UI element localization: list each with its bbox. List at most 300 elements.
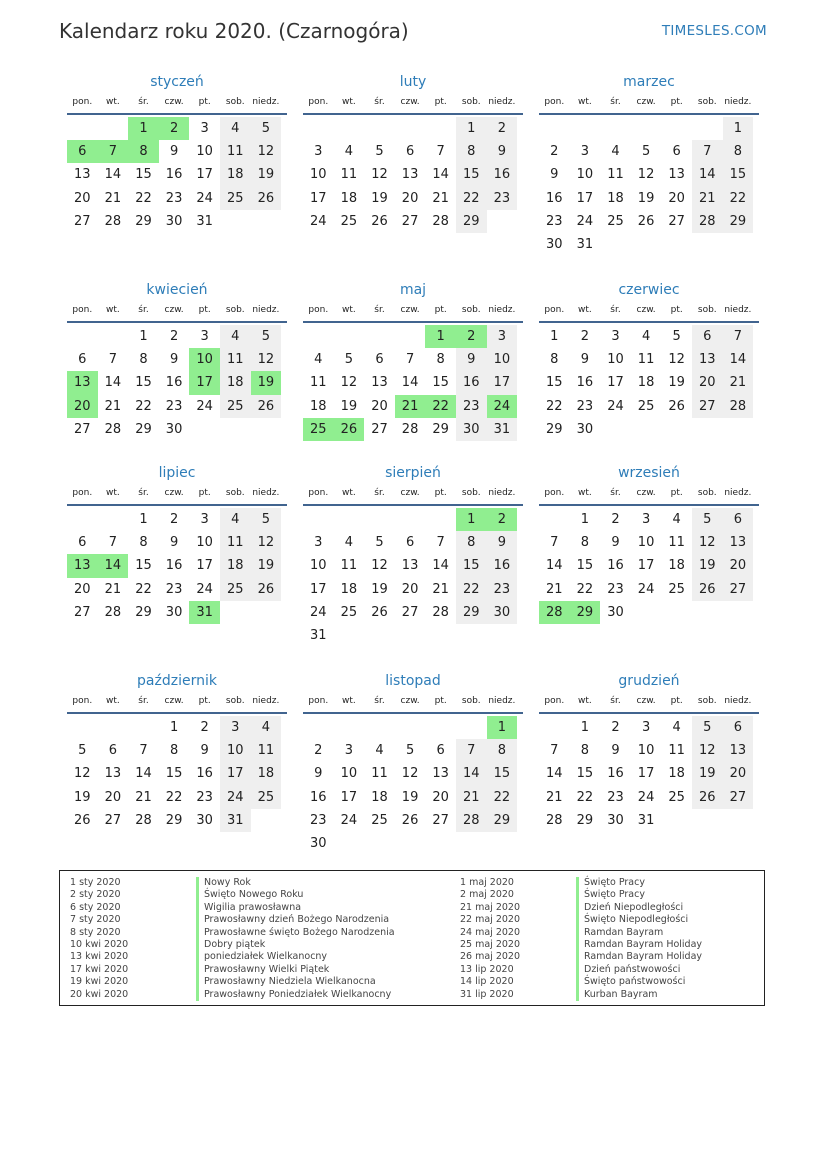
week-row xyxy=(303,578,523,601)
day: 25 xyxy=(607,213,624,229)
weekend-day: 23 xyxy=(456,395,487,418)
weekend-day: 27 xyxy=(692,395,723,418)
day: 15 xyxy=(576,766,594,782)
holiday-date: 31 lip 2020 xyxy=(460,988,514,1000)
empty-cell xyxy=(456,716,487,739)
weekday-label: śr. xyxy=(610,488,621,498)
day: 12 xyxy=(401,766,419,782)
week-row xyxy=(539,163,759,186)
month-name: wrzesień xyxy=(618,465,680,481)
weekend-day: 18 xyxy=(251,762,282,785)
day: 27 xyxy=(668,213,685,229)
week-row xyxy=(303,187,523,210)
day: 4 xyxy=(611,144,620,160)
day: 10 xyxy=(576,167,594,183)
day: 1 xyxy=(139,512,148,527)
weekend-day: 5 xyxy=(251,117,282,140)
weekday-label: pon. xyxy=(308,305,329,315)
day: 17 xyxy=(310,190,327,206)
weekend-day: 1 xyxy=(456,117,487,140)
weekend-day: 20 xyxy=(692,371,723,394)
day: 30 xyxy=(165,213,183,229)
day: 13 xyxy=(371,375,388,391)
empty-cell xyxy=(425,117,456,140)
weekday-header xyxy=(539,303,759,317)
weekend-day: 4 xyxy=(251,716,282,739)
weekend-day: 30 xyxy=(487,601,518,624)
weekend-day: 26 xyxy=(251,187,282,210)
weekday-label: czw. xyxy=(164,488,184,498)
day: 1 xyxy=(580,512,590,527)
weekend-day: 19 xyxy=(692,554,723,577)
week-row xyxy=(67,554,287,577)
day: 13 xyxy=(104,766,122,782)
holiday-day: 31 xyxy=(189,601,220,624)
weekday-label: sob. xyxy=(225,696,245,706)
month-name: październik xyxy=(137,673,217,689)
day: 9 xyxy=(580,352,590,368)
holiday-date: 19 kwi 2020 xyxy=(70,976,129,988)
empty-cell xyxy=(303,716,334,739)
empty-cell xyxy=(661,117,692,140)
day: 5 xyxy=(375,144,384,160)
holiday-date: 13 kwi 2020 xyxy=(70,951,129,963)
weekday-label: pon. xyxy=(308,97,329,107)
day: 29 xyxy=(432,421,449,437)
empty-cell xyxy=(220,210,251,233)
month-block xyxy=(67,671,287,832)
holiday-day: 6 xyxy=(67,140,98,163)
holiday-name: Dzień państwowości xyxy=(584,963,681,975)
weekday-label: pt. xyxy=(670,97,683,107)
holiday-day: 2 xyxy=(487,508,518,531)
day: 18 xyxy=(340,581,358,597)
page-title: Kalendarz roku 2020. (Czarnogóra) xyxy=(59,19,409,43)
weekend-day: 3 xyxy=(487,325,518,348)
weekday-header xyxy=(303,486,523,500)
weekend-day: 20 xyxy=(723,762,754,785)
week-row xyxy=(303,325,523,348)
day: 9 xyxy=(314,766,323,782)
day: 3 xyxy=(200,121,209,136)
day: 5 xyxy=(641,144,651,160)
empty-cell xyxy=(334,716,365,739)
day: 23 xyxy=(165,190,183,206)
day: 4 xyxy=(314,352,323,368)
holiday-name: Święto Pracy xyxy=(584,877,645,888)
weekday-label: pt. xyxy=(434,305,447,315)
week-row xyxy=(303,832,523,855)
weekday-label: sob. xyxy=(225,305,245,315)
weekend-day: 25 xyxy=(220,395,251,418)
day: 18 xyxy=(668,766,685,782)
holiday-name: Święto państwowości xyxy=(584,976,686,988)
week-row xyxy=(67,531,287,554)
holiday-day: 29 xyxy=(570,601,601,624)
day: 22 xyxy=(135,398,152,414)
weekend-day: 4 xyxy=(220,508,251,531)
weekday-label: niedz. xyxy=(488,696,516,706)
empty-cell xyxy=(456,832,487,855)
week-row xyxy=(67,163,287,186)
weekend-day: 17 xyxy=(487,371,518,394)
day: 31 xyxy=(196,213,213,229)
week-row xyxy=(303,786,523,809)
month-divider xyxy=(539,113,759,115)
holiday-day: 19 xyxy=(251,371,282,394)
weekday-label: śr. xyxy=(374,97,385,107)
weekday-label: wt. xyxy=(578,305,592,315)
day: 23 xyxy=(607,789,624,805)
day: 1 xyxy=(169,720,179,735)
day: 21 xyxy=(432,190,449,206)
holiday-day: 2 xyxy=(159,117,190,140)
holiday-date: 17 kwi 2020 xyxy=(70,963,129,975)
month-divider xyxy=(67,504,287,506)
holiday-day: 1 xyxy=(425,325,456,348)
weekend-day: 19 xyxy=(251,554,282,577)
month-name: kwiecień xyxy=(146,282,208,298)
weekday-header xyxy=(303,303,523,317)
day: 6 xyxy=(78,352,87,368)
day: 20 xyxy=(371,398,388,414)
day-grid xyxy=(539,716,759,832)
weekend-day: 19 xyxy=(251,163,282,186)
day: 17 xyxy=(576,190,594,206)
day: 8 xyxy=(550,352,559,368)
day: 25 xyxy=(668,581,685,597)
week-row xyxy=(303,117,523,140)
day: 16 xyxy=(165,375,183,391)
day: 29 xyxy=(576,812,594,828)
week-row xyxy=(67,187,287,210)
day: 27 xyxy=(74,604,91,620)
weekday-label: sob. xyxy=(697,97,717,107)
weekend-day: 11 xyxy=(251,739,282,762)
day: 16 xyxy=(165,167,183,183)
weekday-label: śr. xyxy=(138,696,149,706)
day: 5 xyxy=(405,743,415,759)
day: 17 xyxy=(637,558,655,574)
month-name: maj xyxy=(399,282,427,298)
weekday-label: pt. xyxy=(670,305,683,315)
weekday-label: sob. xyxy=(461,305,481,315)
weekday-label: pt. xyxy=(434,488,447,498)
day: 21 xyxy=(432,581,449,597)
day: 28 xyxy=(432,604,449,620)
holiday-date: 24 maj 2020 xyxy=(460,926,521,938)
day: 10 xyxy=(607,352,624,368)
day: 27 xyxy=(401,213,419,229)
week-row xyxy=(303,395,523,418)
empty-cell xyxy=(67,716,98,739)
weekend-day: 1 xyxy=(723,117,754,140)
week-row xyxy=(67,117,287,140)
day: 26 xyxy=(371,213,388,229)
weekday-label: niedz. xyxy=(488,305,516,315)
week-row xyxy=(303,348,523,371)
weekend-day: 19 xyxy=(692,762,723,785)
month-name: czerwiec xyxy=(618,282,680,298)
month-block xyxy=(539,280,759,441)
day: 7 xyxy=(405,352,415,368)
weekday-label: pon. xyxy=(72,97,93,107)
day: 6 xyxy=(108,743,118,759)
weekday-label: czw. xyxy=(164,305,184,315)
weekday-label: śr. xyxy=(374,305,385,315)
month-block xyxy=(67,280,287,441)
week-row xyxy=(67,418,287,441)
holiday-name: Dobry piątek xyxy=(204,938,266,950)
week-row xyxy=(67,371,287,394)
empty-cell xyxy=(600,418,631,441)
holiday-date: 13 lip 2020 xyxy=(460,963,514,975)
holiday-name: Prawosławny Wielki Piątek xyxy=(204,963,330,975)
weekday-label: pt. xyxy=(670,488,683,498)
holiday-name: Kurban Bayram xyxy=(584,988,658,1000)
day: 29 xyxy=(135,421,152,437)
day: 10 xyxy=(637,535,655,551)
day: 24 xyxy=(576,213,594,229)
weekday-label: pon. xyxy=(72,696,93,706)
empty-cell xyxy=(251,418,282,441)
week-row xyxy=(303,554,523,577)
weekend-day: 29 xyxy=(456,210,487,233)
month-name: listopad xyxy=(385,673,441,689)
brand-link[interactable]: TIMESLES.COM xyxy=(661,23,767,39)
day: 20 xyxy=(401,190,419,206)
weekday-label: śr. xyxy=(138,488,149,498)
day: 27 xyxy=(371,421,388,437)
month-name: lipiec xyxy=(158,465,196,481)
day: 16 xyxy=(310,789,327,805)
week-row xyxy=(539,601,759,624)
day: 30 xyxy=(546,236,563,252)
week-row xyxy=(67,578,287,601)
empty-cell xyxy=(395,832,426,855)
day: 3 xyxy=(580,144,590,160)
weekday-label: wt. xyxy=(342,696,356,706)
weekend-day: 10 xyxy=(220,739,251,762)
week-row xyxy=(539,418,759,441)
empty-cell xyxy=(631,117,662,140)
week-row xyxy=(303,210,523,233)
holiday-name: Wigilia prawosławna xyxy=(204,901,302,913)
day: 22 xyxy=(165,789,183,805)
holiday-date: 1 sty 2020 xyxy=(70,877,121,888)
day: 12 xyxy=(340,375,358,391)
empty-cell xyxy=(364,325,395,348)
empty-cell xyxy=(364,716,395,739)
week-row xyxy=(539,716,759,739)
day: 17 xyxy=(196,558,213,574)
day: 24 xyxy=(607,398,624,414)
weekend-day: 11 xyxy=(220,348,251,371)
day: 18 xyxy=(607,190,624,206)
day: 4 xyxy=(344,535,354,551)
holiday-name: poniedziałek Wielkanocny xyxy=(204,951,328,963)
weekday-label: wt. xyxy=(342,97,356,107)
day: 6 xyxy=(78,535,87,551)
weekday-header xyxy=(67,694,287,708)
week-row xyxy=(67,762,287,785)
day: 12 xyxy=(371,167,388,183)
empty-cell xyxy=(487,832,518,855)
empty-cell xyxy=(692,233,723,256)
day: 28 xyxy=(401,421,419,437)
day: 24 xyxy=(340,812,358,828)
weekday-label: czw. xyxy=(164,696,184,706)
day: 6 xyxy=(436,743,445,759)
week-row xyxy=(539,809,759,832)
day: 1 xyxy=(550,329,559,344)
day: 23 xyxy=(546,213,563,229)
day: 9 xyxy=(611,535,620,551)
weekday-header xyxy=(539,95,759,109)
weekday-label: czw. xyxy=(636,696,656,706)
weekend-day: 8 xyxy=(487,739,518,762)
weekend-day: 25 xyxy=(220,578,251,601)
day: 30 xyxy=(607,604,624,620)
day: 26 xyxy=(74,812,91,828)
weekend-day: 25 xyxy=(220,187,251,210)
day: 8 xyxy=(139,352,148,368)
day: 9 xyxy=(200,743,209,759)
holiday-name: Ramdan Bayram Holiday xyxy=(584,938,703,950)
day: 8 xyxy=(436,352,445,368)
weekday-label: śr. xyxy=(610,305,621,315)
holiday-day: 1 xyxy=(456,508,487,531)
holiday-day: 13 xyxy=(67,554,98,577)
empty-cell xyxy=(67,508,98,531)
empty-cell xyxy=(67,325,98,348)
day: 7 xyxy=(436,535,445,551)
month-name: marzec xyxy=(623,74,675,90)
month-block xyxy=(303,671,523,855)
empty-cell xyxy=(425,624,456,647)
week-row xyxy=(303,418,523,441)
holiday-name: Ramdan Bayram Holiday xyxy=(584,951,703,963)
day: 23 xyxy=(607,581,624,597)
day: 10 xyxy=(196,535,213,551)
holiday-legend xyxy=(59,870,765,1006)
day: 11 xyxy=(340,167,358,183)
empty-cell xyxy=(723,418,754,441)
day: 31 xyxy=(637,812,655,828)
weekend-day: 26 xyxy=(692,578,723,601)
day: 9 xyxy=(550,167,559,183)
weekend-day: 11 xyxy=(220,140,251,163)
week-row xyxy=(539,325,759,348)
day: 24 xyxy=(637,789,655,805)
week-row xyxy=(539,233,759,256)
empty-cell xyxy=(539,117,570,140)
weekend-day: 14 xyxy=(456,762,487,785)
day: 25 xyxy=(637,398,655,414)
day: 2 xyxy=(611,512,620,527)
day: 7 xyxy=(108,535,118,551)
weekday-label: niedz. xyxy=(724,97,752,107)
week-row xyxy=(303,508,523,531)
holiday-day: 13 xyxy=(67,371,98,394)
weekday-label: pt. xyxy=(434,97,447,107)
weekday-label: wt. xyxy=(578,696,592,706)
day: 25 xyxy=(340,604,358,620)
weekday-label: pon. xyxy=(72,488,93,498)
day: 27 xyxy=(104,812,122,828)
weekday-label: sob. xyxy=(461,696,481,706)
empty-cell xyxy=(98,117,129,140)
day: 7 xyxy=(550,535,559,551)
week-row xyxy=(539,739,759,762)
weekend-day: 20 xyxy=(723,554,754,577)
month-divider xyxy=(67,113,287,115)
day: 9 xyxy=(169,535,179,551)
day: 15 xyxy=(165,766,183,782)
week-row xyxy=(303,716,523,739)
weekend-day: 13 xyxy=(723,531,754,554)
weekday-label: pon. xyxy=(308,488,329,498)
day: 11 xyxy=(340,558,358,574)
day: 3 xyxy=(314,144,323,160)
weekend-day: 7 xyxy=(456,739,487,762)
day: 30 xyxy=(165,421,183,437)
weekday-label: pt. xyxy=(198,97,211,107)
day: 1 xyxy=(580,720,590,735)
day: 26 xyxy=(401,812,419,828)
day: 11 xyxy=(668,535,685,551)
holiday-date: 2 maj 2020 xyxy=(460,889,514,901)
day: 14 xyxy=(432,558,449,574)
weekday-label: niedz. xyxy=(488,97,516,107)
day: 19 xyxy=(401,789,419,805)
weekday-label: czw. xyxy=(164,97,184,107)
holiday-date: 6 sty 2020 xyxy=(70,901,121,913)
empty-cell xyxy=(692,117,723,140)
weekday-label: pon. xyxy=(544,488,565,498)
day: 14 xyxy=(135,766,152,782)
week-row xyxy=(303,739,523,762)
weekend-day: 5 xyxy=(251,325,282,348)
weekday-label: czw. xyxy=(636,305,656,315)
weekday-label: niedz. xyxy=(252,97,280,107)
day: 22 xyxy=(576,789,594,805)
week-row xyxy=(539,762,759,785)
day: 28 xyxy=(546,812,563,828)
day: 15 xyxy=(546,375,563,391)
weekday-label: czw. xyxy=(636,488,656,498)
day: 24 xyxy=(196,581,213,597)
month-divider xyxy=(303,321,523,323)
weekend-day: 13 xyxy=(723,739,754,762)
holiday-name: Święto Nowego Roku xyxy=(204,889,304,901)
holiday-day: 7 xyxy=(98,140,129,163)
empty-cell xyxy=(67,117,98,140)
weekend-day: 22 xyxy=(456,187,487,210)
day: 28 xyxy=(432,213,449,229)
weekday-label: niedz. xyxy=(488,488,516,498)
day: 11 xyxy=(637,352,655,368)
day: 14 xyxy=(401,375,419,391)
day: 17 xyxy=(310,581,327,597)
holiday-day: 25 xyxy=(303,418,334,441)
weekend-day: 6 xyxy=(723,716,754,739)
day: 27 xyxy=(74,421,91,437)
holiday-date: 2 sty 2020 xyxy=(70,889,121,901)
weekday-label: niedz. xyxy=(252,305,280,315)
holiday-name: Prawosławne święto Bożego Narodzenia xyxy=(204,926,395,938)
weekday-label: sob. xyxy=(225,488,245,498)
